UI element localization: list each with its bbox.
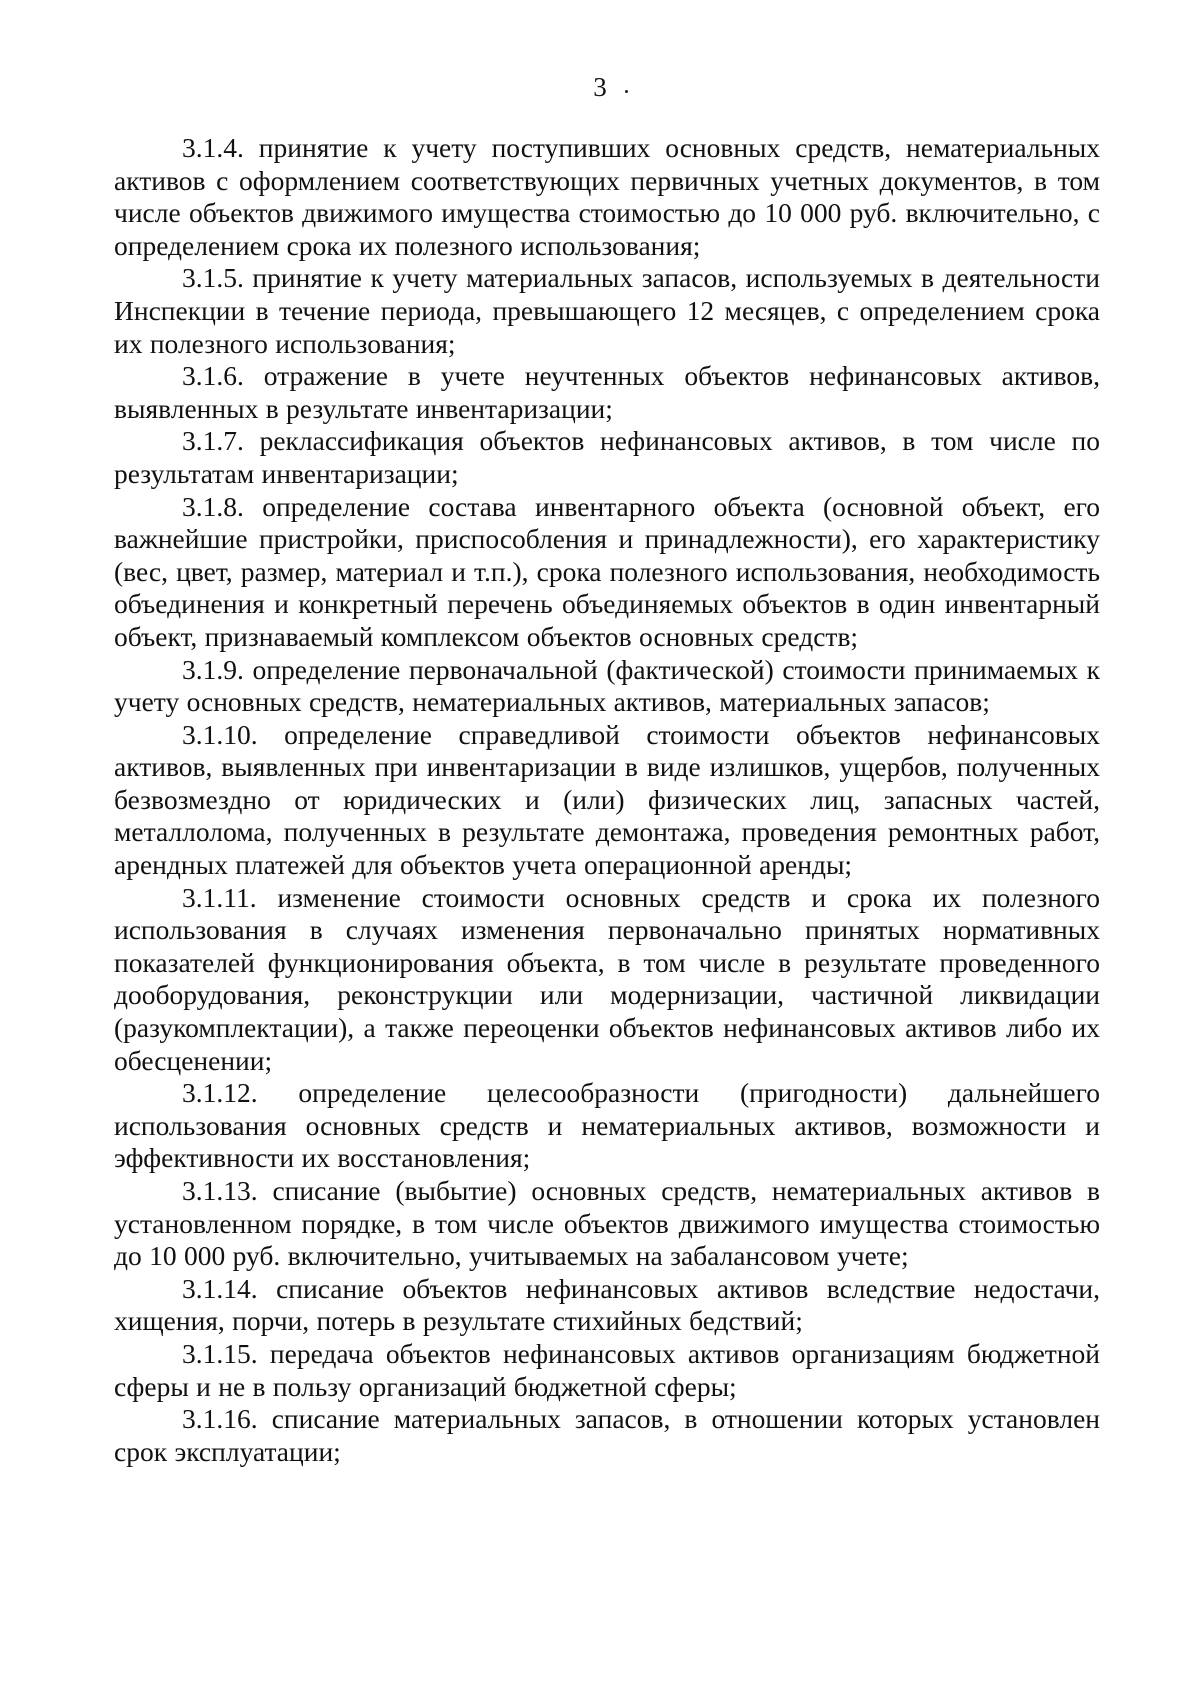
- page-number: 3: [593, 72, 607, 102]
- item-text: передача объектов нефинансовых активов организациям бюджетной сферы и не в пользу организаций бюджетной сферы;: [114, 1337, 1100, 1402]
- item-text: принятие к учету материальных запасов, используемых в деятельности Инспекции в течение периода, превышающего 12 месяцев, с определением срока их полезного использования;: [114, 262, 1100, 359]
- item-number: 3.1.12.: [182, 1077, 258, 1109]
- item-text: списание (выбытие) основных средств, нематериальных активов в установленном порядке, в том числе объектов движимого имущества стоимостью до 10 000 руб. включительно, учитываемых на забалансовом учете;: [114, 1175, 1101, 1272]
- item-text: принятие к учету поступивших основных средств, нематериальных активов с оформлением соответствующих первичных учетных документов, в том числе объектов движимого имущества стоимостью до 10 000 руб. включительно, с определением срока их полезного использования;: [114, 132, 1100, 261]
- list-item: [114, 1077, 1100, 1175]
- item-text: определение справедливой стоимости объектов нефинансовых активов, выявленных при инвентаризации в виде излишков, ущербов, полученных безвозмездно от юридических и (или) физических лиц, запасных частей, металлолома, полученных в результате демонтажа, проведения ремонтных работ, арендных платежей для объектов учета операционной аренды;: [114, 718, 1100, 881]
- item-text: списание объектов нефинансовых активов вследствие недостачи, хищения, порчи, потерь в результате стихийных бедствий;: [114, 1272, 1100, 1337]
- item-number: 3.1.14.: [182, 1272, 258, 1304]
- item-number: 3.1.13.: [182, 1175, 258, 1206]
- list-item: [114, 425, 1100, 490]
- list-item: [114, 719, 1100, 882]
- item-number: 3.1.15.: [182, 1337, 258, 1369]
- list-item: [114, 1403, 1100, 1468]
- item-text: реклассификация объектов нефинансовых активов, в том числе по результатам инвентаризации;: [114, 425, 1100, 489]
- item-text: изменение стоимости основных средств и срока их полезного использования в случаях изменения первоначально принятых нормативных показателей функционирования объекта, в том числе в результате проведенного дооборудования, реконструкции или модернизации, частичной ликвидации (разукомплектации), а также переоценки объектов нефинансовых активов либо их обесценении;: [114, 881, 1100, 1076]
- list-item: [114, 882, 1100, 1078]
- item-number: 3.1.9.: [182, 653, 244, 685]
- list-item: [114, 1338, 1100, 1403]
- item-number: 3.1.4.: [182, 132, 244, 163]
- item-number: 3.1.16.: [182, 1403, 258, 1435]
- list-item: [114, 1273, 1100, 1338]
- item-number: 3.1.7.: [182, 425, 244, 457]
- item-number: 3.1.8.: [182, 490, 244, 522]
- item-number: 3.1.10.: [182, 718, 258, 750]
- item-text: определение целесообразности (пригодности) дальнейшего использования основных средств и нематериальных активов, возможности и эффективности их восстановления;: [114, 1077, 1100, 1174]
- list-item: [114, 262, 1100, 360]
- list-item: [114, 360, 1100, 425]
- list-item: [114, 1175, 1100, 1273]
- item-text: списание материальных запасов, в отношении которых установлен срок эксплуатации;: [114, 1403, 1101, 1467]
- list-item: [114, 654, 1100, 719]
- item-text: определение первоначальной (фактической) стоимости принимаемых к учету основных средств, нематериальных активов, материальных запасов;: [114, 653, 1100, 718]
- item-number: 3.1.5.: [182, 262, 244, 294]
- list-item: [114, 491, 1100, 654]
- document-body: [114, 132, 1100, 1468]
- item-text: отражение в учете неучтенных объектов нефинансовых активов, выявленных в результате инвентаризации;: [114, 360, 1100, 424]
- page-dot: [625, 90, 628, 93]
- item-number: 3.1.11.: [182, 881, 257, 913]
- item-text: определение состава инвентарного объекта (основной объект, его важнейшие пристройки, приспособления и принадлежности), его характеристику (вес, цвет, размер, материал и т.п.), срока полезного использования, необходимость объединения и конкретный перечень объединяемых объектов в один инвентарный объект, признаваемый комплексом объектов основных средств;: [114, 490, 1100, 652]
- list-item: [114, 132, 1100, 262]
- item-number: 3.1.6.: [182, 360, 244, 392]
